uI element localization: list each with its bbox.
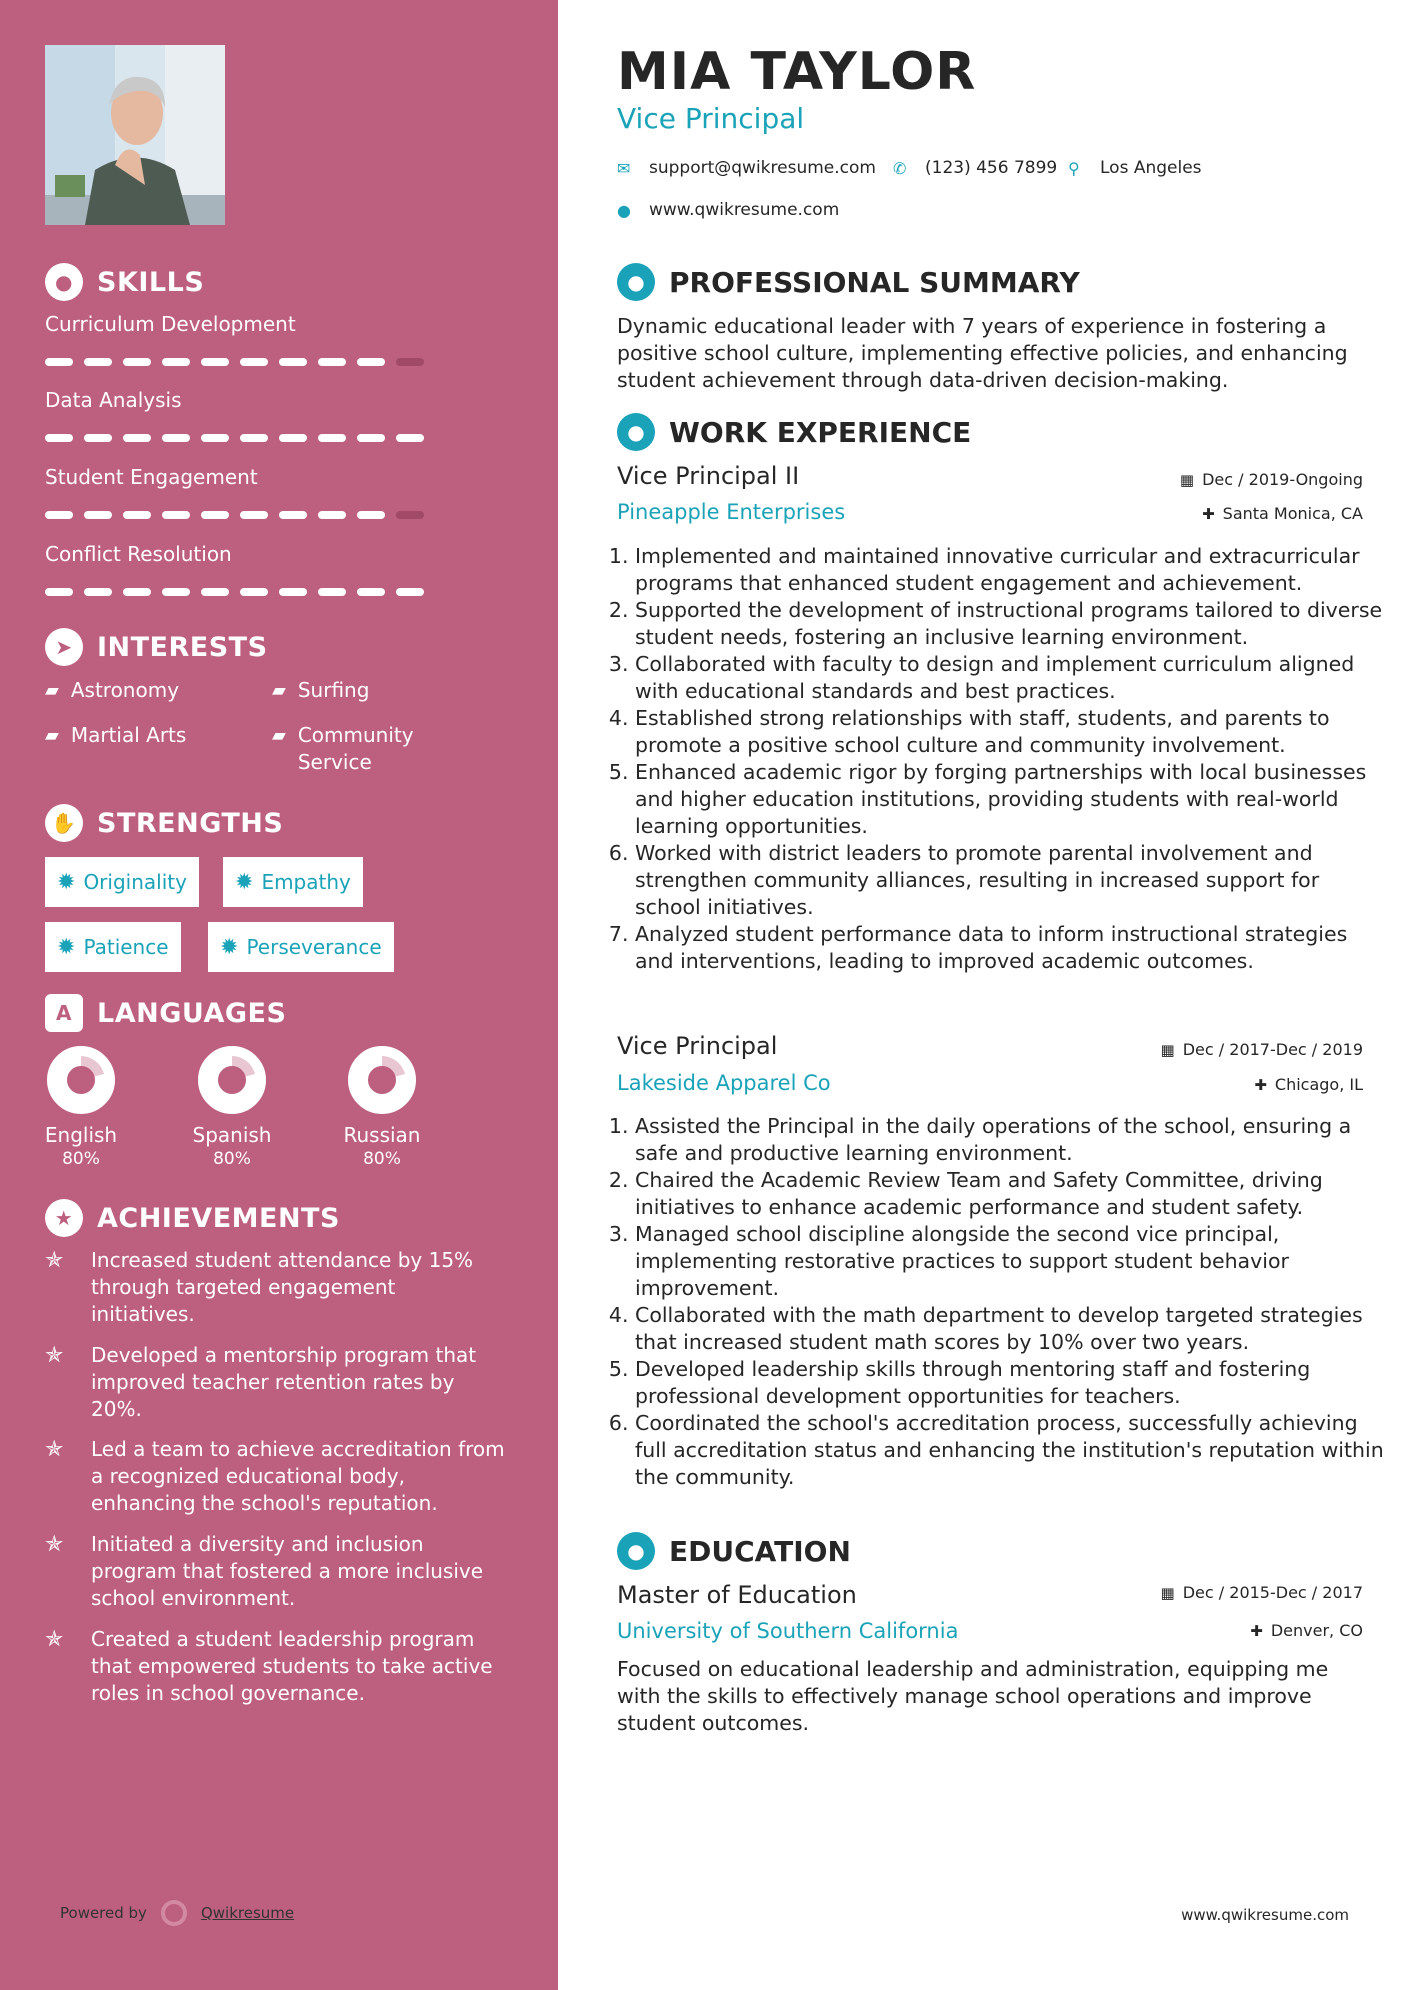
book-icon: ▰ xyxy=(45,725,59,746)
job-bullet: 5. Developed leadership skills through mentoring staff and fostering professional development opportunities for teachers. xyxy=(635,1356,1385,1410)
strengths-heading-text: STRENGTHS xyxy=(97,807,284,839)
achievement-text: Increased student attendance by 15% through targeted engagement initiatives. xyxy=(91,1248,474,1326)
job-bullet: 3. Collaborated with faculty to design and implement curriculum aligned with educational standards and best practices. xyxy=(635,651,1385,705)
achievement-text: Led a team to achieve accreditation from a recognized educational body, enhancing the school's reputation. xyxy=(91,1437,505,1515)
calendar-icon: ▦ xyxy=(1179,470,1195,489)
footer-url[interactable]: www.qwikresume.com xyxy=(1181,1906,1349,1924)
lightbulb-icon: ● xyxy=(45,263,83,301)
sidebar xyxy=(0,0,558,1990)
language-donut xyxy=(46,1045,116,1115)
achievement-text: Created a student leadership program that empowered students to take active roles in school governance. xyxy=(91,1627,493,1705)
qwikresume-logo-icon xyxy=(161,1900,187,1926)
summary-heading xyxy=(617,263,1080,301)
education-location-text: Denver, CO xyxy=(1270,1621,1363,1640)
job-bullets xyxy=(617,543,1385,975)
job-bullet: 1. Implemented and maintained innovative curricular and extracurricular programs that enhanced student engagement and achievement. xyxy=(635,543,1385,597)
briefcase-user-icon: ● xyxy=(617,413,655,451)
job-dates xyxy=(1180,470,1363,489)
job-bullet: 6. Coordinated the school's accreditation process, successfully achieving full accreditation status and enhancing the institution's reputation within the community. xyxy=(635,1410,1385,1491)
skill-level-bar xyxy=(45,434,424,442)
pushpin-icon: ✚ xyxy=(1254,1075,1267,1094)
job-location xyxy=(1202,504,1363,523)
location-text: Los Angeles xyxy=(1100,158,1202,178)
skill-level-bar xyxy=(45,358,424,366)
interests-heading xyxy=(45,628,268,666)
pushpin-icon: ✚ xyxy=(1202,504,1215,523)
shooting-star-icon: ✯ xyxy=(45,1248,64,1273)
job-bullet: 2. Chaired the Academic Review Team and Safety Committee, driving initiatives to enhance academic performance and student safety. xyxy=(635,1167,1385,1221)
strengths-heading xyxy=(45,804,283,842)
job-location-text: Chicago, IL xyxy=(1274,1075,1363,1094)
job-dates-text: Dec / 2017-Dec / 2019 xyxy=(1182,1040,1363,1059)
achievements-heading-text: ACHIEVEMENTS xyxy=(97,1202,340,1234)
calendar-icon: ▦ xyxy=(1160,1040,1175,1059)
contact-location xyxy=(1068,158,1202,178)
shooting-star-icon: ✯ xyxy=(45,1627,64,1652)
skills-heading xyxy=(45,263,204,301)
language-name: Russian xyxy=(343,1123,421,1147)
website-text: www.qwikresume.com xyxy=(649,200,840,220)
graduation-cap-icon: ● xyxy=(617,1532,655,1570)
achievement-text: Initiated a diversity and inclusion program that fostered a more inclusive school environment. xyxy=(91,1532,484,1610)
job-bullets xyxy=(617,1113,1385,1491)
powered-by xyxy=(60,1900,294,1926)
interest-label: Martial Arts xyxy=(70,723,187,747)
education-heading xyxy=(617,1532,851,1570)
achievement-item xyxy=(45,1247,505,1328)
school-name: University of Southern California xyxy=(617,1619,959,1643)
job-bullet: 7. Analyzed student performance data to inform instructional strategies and interventions, leading to improved academic outcomes. xyxy=(635,921,1385,975)
interests-heading-text: INTERESTS xyxy=(97,631,268,663)
job-bullet: 4. Established strong relationships with staff, students, and parents to promote a positive school culture and community involvement. xyxy=(635,705,1385,759)
company-name: Lakeside Apparel Co xyxy=(617,1071,831,1095)
experience-heading xyxy=(617,413,971,451)
strength-tag xyxy=(45,857,199,907)
job-bullet: 2. Supported the development of instructional programs tailored to diverse student needs, fostering an inclusive learning environment. xyxy=(635,597,1385,651)
badge-icon: ✹ xyxy=(220,934,239,960)
strength-label: Empathy xyxy=(261,870,351,894)
achievement-item xyxy=(45,1436,505,1517)
job-dates xyxy=(1161,1040,1363,1059)
user-icon: ● xyxy=(617,263,655,301)
achievement-text: Developed a mentorship program that improved teacher retention rates by 20%. xyxy=(91,1343,477,1421)
book-icon: ▰ xyxy=(272,725,286,746)
skill-level-bar xyxy=(45,588,424,596)
languages-heading xyxy=(45,994,286,1032)
job-bullet: 5. Enhanced academic rigor by forging partnerships with local businesses and higher education institutions, providing students with real-world learning opportunities. xyxy=(635,759,1385,840)
language-item xyxy=(317,1045,447,1169)
strength-tag xyxy=(223,857,363,907)
shooting-star-icon: ✯ xyxy=(45,1343,64,1368)
achievements-heading xyxy=(45,1199,340,1237)
badge-icon: ✹ xyxy=(57,869,76,895)
languages-heading-text: LANGUAGES xyxy=(97,997,287,1029)
summary-heading-text: PROFESSIONAL SUMMARY xyxy=(669,265,1080,299)
skill-name: Conflict Resolution xyxy=(45,542,232,566)
skill-level-bar xyxy=(45,511,424,519)
education-heading-text: EDUCATION xyxy=(669,1534,851,1568)
language-donut xyxy=(347,1045,417,1115)
badge-icon: ✹ xyxy=(57,934,76,960)
strength-label: Patience xyxy=(83,935,169,959)
shooting-star-icon: ✯ xyxy=(45,1532,64,1557)
paper-plane-icon: ➤ xyxy=(45,628,83,666)
interest-item xyxy=(45,722,186,749)
powered-by-text: Powered by xyxy=(60,1904,147,1922)
skill-name: Data Analysis xyxy=(45,388,182,412)
language-donut xyxy=(197,1045,267,1115)
job-bullet: 4. Collaborated with the math department to develop targeted strategies that increased student math scores by 10% over two years. xyxy=(635,1302,1385,1356)
map-pin-icon: ⚲ xyxy=(1068,158,1080,178)
job-location xyxy=(1254,1075,1363,1094)
translate-icon: A xyxy=(45,994,83,1032)
skills-heading-text: SKILLS xyxy=(97,266,205,298)
book-icon: ▰ xyxy=(272,680,286,701)
interest-label: Astronomy xyxy=(70,678,180,702)
job-bullet: 1. Assisted the Principal in the daily operations of the school, ensuring a safe and productive learning environment. xyxy=(635,1113,1385,1167)
strength-label: Originality xyxy=(83,870,187,894)
education-dates-text: Dec / 2015-Dec / 2017 xyxy=(1182,1583,1363,1602)
interest-item xyxy=(272,677,369,704)
language-item xyxy=(16,1045,146,1169)
achievement-item xyxy=(45,1626,505,1707)
job-dates-text: Dec / 2019-Ongoing xyxy=(1202,470,1363,489)
degree-title: Master of Education xyxy=(617,1581,857,1609)
job-title: Vice Principal II xyxy=(617,462,800,490)
calendar-icon: ▦ xyxy=(1160,1583,1175,1602)
shooting-star-icon: ✯ xyxy=(45,1437,64,1462)
badge-icon: ✹ xyxy=(235,869,254,895)
candidate-name: MIA TAYLOR xyxy=(617,42,977,102)
phone-text: (123) 456 7899 xyxy=(925,158,1058,178)
language-percent: 80% xyxy=(363,1149,401,1169)
interest-label: Community Service xyxy=(297,723,414,774)
interest-item xyxy=(45,677,179,704)
contact-phone[interactable] xyxy=(893,158,1057,178)
interest-label: Surfing xyxy=(297,678,370,702)
email-text: support@qwikresume.com xyxy=(649,158,876,178)
brand-link[interactable]: Qwikresume xyxy=(200,1904,295,1922)
envelope-icon: ✉ xyxy=(617,158,631,178)
skill-name: Curriculum Development xyxy=(45,312,296,336)
star-icon: ★ xyxy=(45,1199,83,1237)
candidate-role: Vice Principal xyxy=(617,102,805,135)
achievement-item xyxy=(45,1531,505,1612)
book-icon: ▰ xyxy=(45,680,59,701)
strength-tag xyxy=(208,922,394,972)
education-description: Focused on educational leadership and administration, equipping me with the skills to effectively manage school operations and improve student outcomes. xyxy=(617,1657,1329,1735)
language-item xyxy=(167,1045,297,1169)
skill-name: Student Engagement xyxy=(45,465,258,489)
job-bullet: 3. Managed school discipline alongside the second vice principal, implementing restorative practices to support student behavior improvement. xyxy=(635,1221,1385,1302)
achievement-item xyxy=(45,1342,505,1423)
phone-icon: ✆ xyxy=(893,158,907,178)
hand-icon: ✋ xyxy=(45,804,83,842)
experience-heading-text: WORK EXPERIENCE xyxy=(669,415,972,449)
globe-icon: ● xyxy=(617,200,631,220)
strength-tag xyxy=(45,922,181,972)
job-title: Vice Principal xyxy=(617,1032,778,1060)
contact-email[interactable] xyxy=(617,158,876,178)
education-dates xyxy=(1161,1583,1363,1602)
language-percent: 80% xyxy=(213,1149,251,1169)
job-bullet: 6. Worked with district leaders to promote parental involvement and strengthen community alliances, resulting in increased support for school initiatives. xyxy=(635,840,1385,921)
education-location xyxy=(1250,1621,1363,1640)
language-percent: 80% xyxy=(62,1149,100,1169)
pushpin-icon: ✚ xyxy=(1250,1621,1263,1640)
profile-photo xyxy=(45,45,225,225)
language-name: English xyxy=(44,1123,118,1147)
language-name: Spanish xyxy=(192,1123,272,1147)
summary-text: Dynamic educational leader with 7 years of experience in fostering a positive school culture, implementing effective policies, and enhancing student achievement through data-driven decision-making. xyxy=(617,314,1348,392)
contact-website[interactable] xyxy=(617,200,839,220)
company-name: Pineapple Enterprises xyxy=(617,500,846,524)
job-location-text: Santa Monica, CA xyxy=(1222,504,1363,523)
interest-item xyxy=(272,722,452,776)
strength-label: Perseverance xyxy=(246,935,382,959)
